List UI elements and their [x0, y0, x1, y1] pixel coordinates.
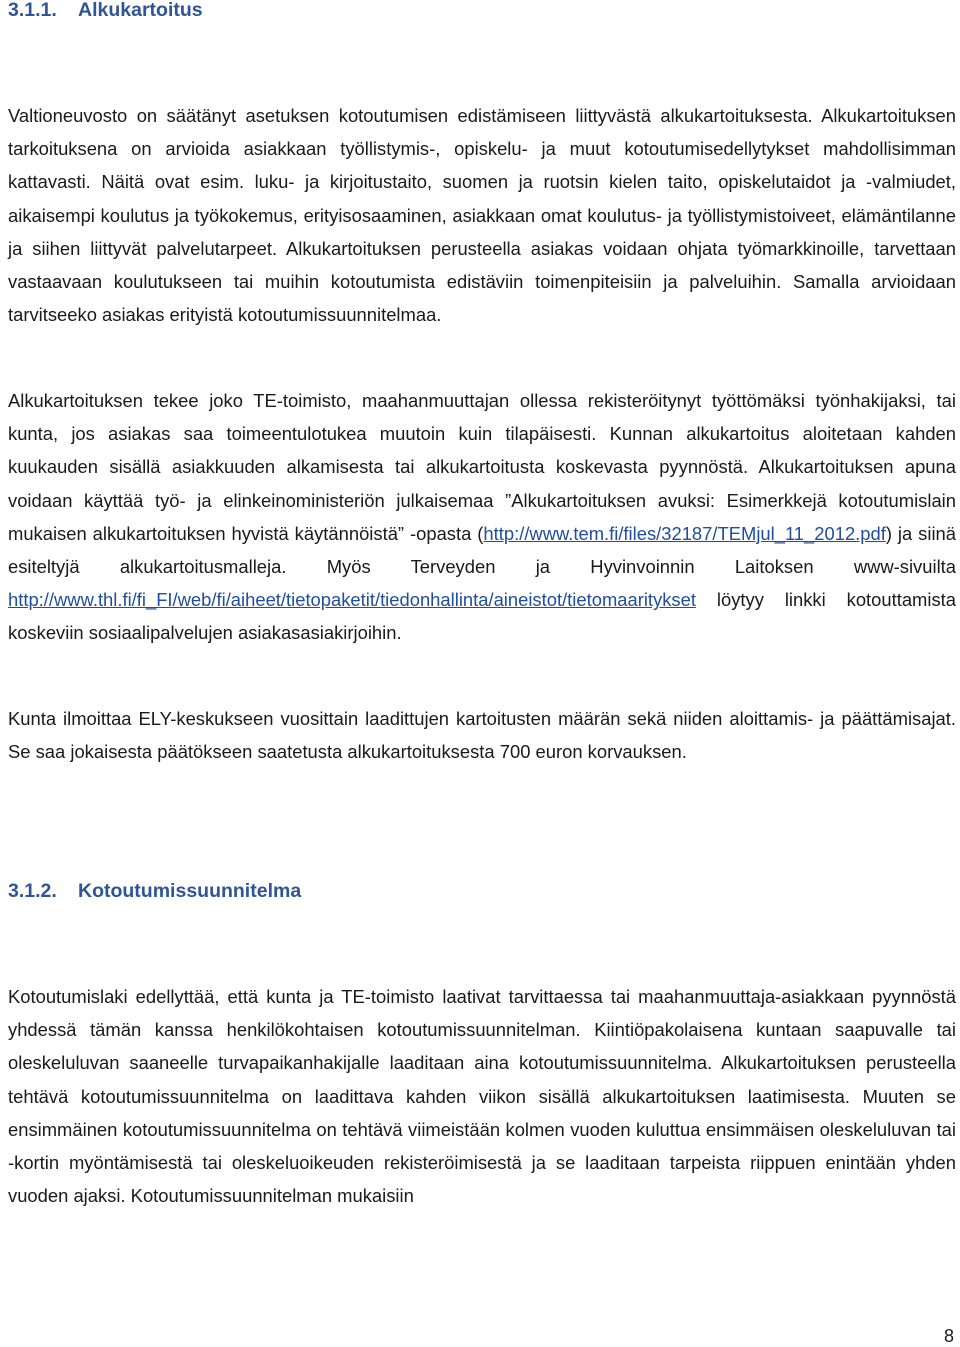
- section-heading-kotoutumissuunnitelma: [8, 879, 301, 903]
- section-number: 3.1.2.: [8, 880, 57, 902]
- thl-link[interactable]: http://www.thl.fi/fi_FI/web/fi/aiheet/tietopaketit/tiedonhallinta/aineistot/tietomaaritykset: [8, 589, 696, 611]
- text-run: löytyy linkki kotouttamista koskeviin sosiaalipalvelujen asiakasasiakirjoihin.: [8, 589, 956, 644]
- paragraph-text: [8, 384, 956, 650]
- text-run: Alkukartoituksen tekee joko TE-toimisto, maahanmuuttajan ollessa rekisteröitynyt työttömäksi työnhakijaksi, tai kunta, jos asiakas saa toimeentulotukea muutoin kuin tilapäisesti. Kunnan alkukartoitus aloitetaan kahden kuukauden sisällä asiakkuuden alkamisesta tai alkukartoitusta koskevasta pyynnöstä. Alkukartoituksen apuna voidaan käyttää työ- ja elinkeinoministeriön julkaisemaa ”Alkukartoituksen avuksi: Esimerkkejä kotoutumislain mukaisen alkukartoituksen hyvistä käytännöistä” -opasta (: [8, 390, 956, 544]
- paragraph-text: Valtioneuvosto on säätänyt asetuksen kotoutumisen edistämiseen liittyvästä alkukartoituksesta. Alkukartoituksen tarkoituksena on arvioida asiakkaan työllistymis-, opiskelu- ja muut kotoutumisedellytykset mahdollisimman kattavasti. Näitä ovat esim. luku- ja kirjoitustaito, suomen ja ruotsin kielen taito, opiskelutaidot ja -valmiudet, aikaisempi koulutus ja työkokemus, erityisosaaminen, asiakkaan omat koulutus- ja työllistymistoiveet, elämäntilanne ja siihen liittyvät palvelutarpeet. Alkukartoituksen perusteella asiakas voidaan ohjata työmarkkinoille, tarvettaan vastaavaan koulutukseen tai muihin kotoutumista edistäviin toimenpiteisiin ja palveluihin. Samalla arvioidaan tarvitseeko asiakas erityistä kotoutumissuunnitelmaa.: [8, 105, 956, 326]
- page-number: 8: [943, 1326, 954, 1346]
- paragraph-alkukartoitus-intro: [8, 99, 956, 331]
- text-run: ) ja siinä esiteltyjä alkukartoitusmalleja. Myös Terveyden ja Hyvinvoinnin Laitoksen www-sivuilta: [8, 522, 957, 578]
- section-title: Alkukartoitus: [78, 0, 203, 21]
- section-number: 3.1.1.: [8, 0, 57, 21]
- paragraph-text: Kunta ilmoittaa ELY-keskukseen vuosittain laadittujen kartoitusten määrän sekä niiden aloittamis- ja päättämisajat. Se saa jokaisesta päätökseen saatetusta alkukartoituksesta 700 euron korvauksen.: [8, 708, 956, 763]
- section-heading-alkukartoitus: [8, 0, 203, 22]
- section-title: Kotoutumissuunnitelma: [78, 880, 302, 902]
- paragraph-alkukartoitus-korvaus: [8, 702, 956, 768]
- paragraph-alkukartoitus-tekija: [8, 384, 956, 650]
- paragraph-text: Kotoutumislaki edellyttää, että kunta ja TE-toimisto laativat tarvittaessa tai maahanmuuttaja-asiakkaan pyynnöstä yhdessä tämän kanssa henkilökohtaisen kotoutumissuunnitelman. Kiintiöpakolaisena kuntaan saapuvalle tai oleskeluluvan saaneelle turvapaikanhakijalle laaditaan aina kotoutumissuunnitelma. Alkukartoituksen perusteella tehtävä kotoutumissuunnitelma on laadittava kahden viikon sisällä alkukartoituksen laatimisesta. Muuten se ensimmäinen kotoutumissuunnitelma on tehtävä viimeistään kolmen vuoden kuluttua ensimmäisen oleskeluluvan tai -kortin myöntämisestä tai oleskeluoikeuden rekisteröimisestä ja se laaditaan tarpeista riippuen enintään yhden vuoden ajaksi. Kotoutumissuunnitelman mukaisiin: [8, 986, 956, 1207]
- paragraph-kotoutumissuunnitelma: [8, 980, 956, 1212]
- tem-guide-link[interactable]: http://www.tem.fi/files/32187/TEMjul_11_2012.pdf: [483, 522, 886, 544]
